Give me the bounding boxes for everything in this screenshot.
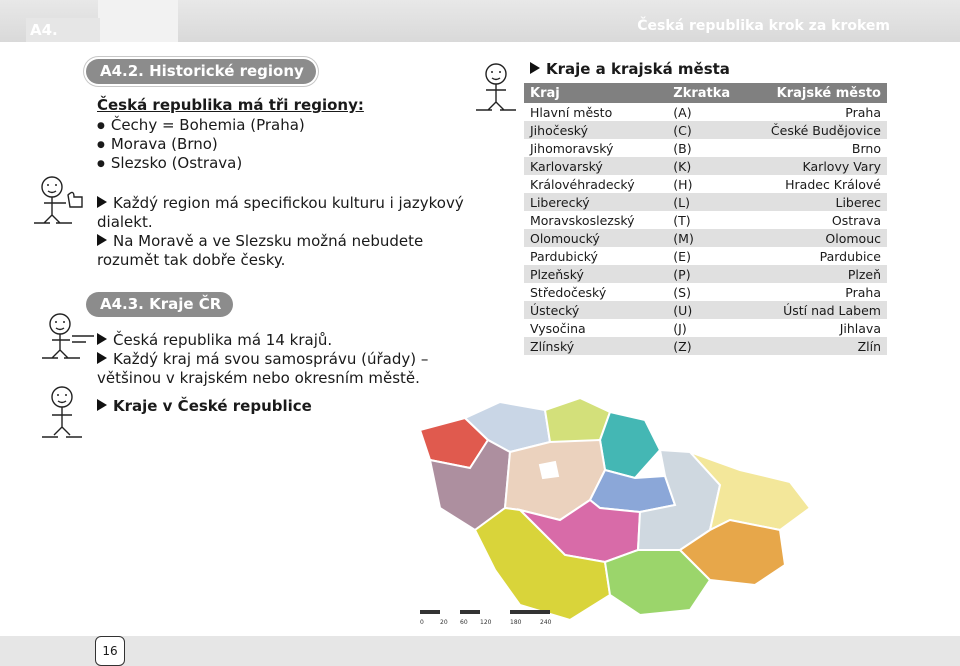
cell-zkratka: (H) <box>673 176 693 192</box>
arrow-bullet-icon <box>97 234 107 246</box>
mascot-reading-icon <box>470 62 522 114</box>
cell-kraj: Karlovarský <box>524 157 657 175</box>
scale-label: 120 <box>480 619 492 626</box>
cell-zkratka: (P) <box>657 265 747 283</box>
scale-label: 180 <box>510 619 522 626</box>
region-item: ● Čechy = Bohemia (Praha) <box>97 116 305 136</box>
note-14-kraju: Česká republika má 14 krajů. <box>97 331 477 350</box>
map-scale-bar <box>420 610 552 626</box>
map-region <box>600 412 660 478</box>
cell-kraj: Hlavní město <box>530 104 613 120</box>
table-row <box>524 157 887 175</box>
map-region <box>540 462 558 478</box>
scale-label: 20 <box>440 619 448 626</box>
cell-zkratka: (C) <box>657 121 747 139</box>
arrow-bullet-icon <box>530 62 540 74</box>
table-row <box>524 319 887 337</box>
table-header-row <box>524 83 887 103</box>
cell-zkratka: (A) <box>673 104 692 120</box>
cell-kraj: Olomoucký <box>524 229 657 247</box>
scale-label: 240 <box>540 619 552 626</box>
cell-kraj: Zlínský <box>524 337 657 355</box>
table-row <box>524 229 887 247</box>
cell-krajske-mesto: Ústí nad Labem <box>747 301 887 319</box>
page-number: 16 <box>95 636 125 666</box>
cell-krajske-mesto: Ostrava <box>831 212 881 228</box>
map-heading: Kraje v České republice <box>97 397 312 416</box>
cell-krajske-mesto: Praha <box>845 104 881 120</box>
cell-zkratka: (T) <box>673 212 691 228</box>
cell-zkratka: (M) <box>657 229 747 247</box>
cell-zkratka: (K) <box>657 157 747 175</box>
cell-zkratka: (J) <box>673 320 687 336</box>
table-row <box>524 337 887 355</box>
cell-krajske-mesto: České Budějovice <box>747 121 887 139</box>
cell-krajske-mesto: Pardubice <box>819 248 881 264</box>
arrow-bullet-icon <box>97 352 107 364</box>
note-samosprava: Každý kraj má svou samosprávu (úřady) – většinou v krajském nebo okresním městě. <box>97 350 429 387</box>
column-header-krajske-mesto: Krajské město <box>747 83 887 103</box>
cell-zkratka: (E) <box>673 248 691 264</box>
book-title: Česká republika krok za krokem <box>637 18 890 34</box>
cell-zkratka: (S) <box>673 284 691 300</box>
column-header-zkratka: Zkratka <box>657 83 747 103</box>
cell-kraj: Moravskoslezský <box>530 212 635 228</box>
cell-krajske-mesto: Olomouc <box>747 229 887 247</box>
cell-zkratka: (B) <box>673 140 692 156</box>
arrow-bullet-icon <box>97 399 107 411</box>
table-row <box>524 193 887 211</box>
table-row <box>524 247 887 265</box>
table-row <box>524 265 887 283</box>
header-notch <box>98 0 178 42</box>
mascot-standing-icon <box>38 385 86 441</box>
cell-krajske-mesto: Brno <box>851 140 881 156</box>
table-row <box>524 121 887 139</box>
cell-krajske-mesto: Jihlava <box>839 320 881 336</box>
cell-zkratka: (Z) <box>657 337 747 355</box>
table-row <box>524 103 887 121</box>
cell-kraj: Ústecký <box>524 301 657 319</box>
column-header-kraj: Kraj <box>524 83 657 103</box>
top-header-bar <box>0 0 960 42</box>
table-row <box>524 139 887 157</box>
table-row <box>524 283 887 301</box>
cell-kraj: Jihomoravský <box>530 140 614 156</box>
mascot-pointing-icon <box>40 312 100 362</box>
cell-zkratka: (L) <box>657 193 747 211</box>
regions-heading: Česká republika má tři regiony: <box>97 96 364 114</box>
map-region <box>590 470 675 512</box>
footer-bar <box>0 636 960 666</box>
cell-krajske-mesto: Plzeň <box>747 265 887 283</box>
region-item: ● Slezsko (Ostrava) <box>97 154 242 174</box>
table-heading: Kraje a krajská města <box>530 60 730 79</box>
czech-regions-map <box>410 390 840 630</box>
cell-kraj: Plzeňský <box>524 265 657 283</box>
cell-krajske-mesto: Hradec Králové <box>785 176 881 192</box>
table-row <box>524 175 887 193</box>
cell-kraj: Jihočeský <box>524 121 657 139</box>
scale-label: 0 <box>420 619 424 626</box>
scale-label: 60 <box>460 619 468 626</box>
cell-kraj: Středočeský <box>530 284 607 300</box>
kraje-table <box>524 83 887 355</box>
cell-kraj: Liberecký <box>524 193 657 211</box>
arrow-bullet-icon <box>97 196 107 208</box>
cell-krajske-mesto: Praha <box>845 284 881 300</box>
cell-kraj: Pardubický <box>530 248 598 264</box>
arrow-bullet-icon <box>97 333 107 345</box>
region-item: ● Morava (Brno) <box>97 135 218 155</box>
note-dialect: Každý region má specifickou kulturu i jazykový dialekt. <box>97 194 464 231</box>
kraje-table-container <box>524 83 887 355</box>
note-moravia: Na Moravě a ve Slezsku možná nebudete rozumět tak dobře česky. <box>97 232 424 269</box>
cell-krajske-mesto: Karlovy Vary <box>747 157 887 175</box>
cell-krajske-mesto: Zlín <box>747 337 887 355</box>
section-number: A4. <box>26 18 100 42</box>
cell-kraj: Vysočina <box>530 320 586 336</box>
mascot-thumbs-up-icon <box>30 175 92 227</box>
cell-krajske-mesto: Liberec <box>747 193 887 211</box>
cell-zkratka: (U) <box>657 301 747 319</box>
section-pill-historicke-regiony: A4.2. Historické regiony <box>86 59 316 84</box>
table-row <box>524 301 887 319</box>
cell-kraj: Královéhradecký <box>530 176 635 192</box>
table-row <box>524 211 887 229</box>
section-pill-kraje: A4.3. Kraje ČR <box>86 292 233 317</box>
